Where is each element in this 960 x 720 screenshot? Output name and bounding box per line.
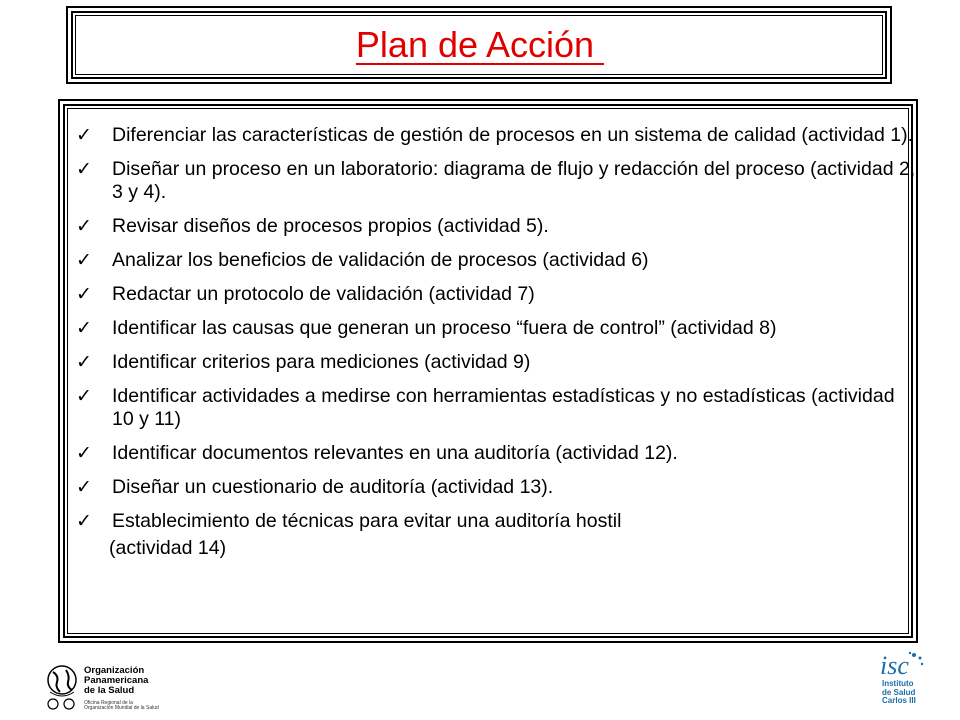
checkmark-icon: ✓ — [76, 477, 92, 498]
list-item: ✓ Identificar criterios para mediciones (actividad 9) — [76, 351, 531, 373]
paho-logo: Organización Panamericana de la Salud Oficina Regional de la Organización Mundial de la Salud — [44, 664, 174, 712]
list-item-continuation: (actividad 14) — [109, 537, 227, 559]
list-item: ✓ Revisar diseños de procesos propios (actividad 5). — [76, 215, 549, 237]
page-title: Plan de Acción — [355, 24, 605, 65]
isc-emblem-icon — [876, 650, 926, 680]
list-item: ✓ Analizar los beneficios de validación de procesos (actividad 6) — [76, 249, 649, 271]
checkmark-icon: ✓ — [76, 386, 92, 407]
isciii-logo: isc Instituto de Salud Carlos III — [876, 650, 936, 716]
checkmark-icon: ✓ — [76, 352, 92, 373]
list-item: ✓ Identificar las causas que generan un proceso “fuera de control” (actividad 8) — [76, 317, 777, 339]
list-item: ✓ Identificar actividades a medirse con herramientas estadísticas y no estadísticas (actividad 10 y 11) — [76, 385, 895, 430]
list-item: ✓ Establecimiento de técnicas para evitar una auditoría hostil — [76, 510, 622, 532]
objectives-list — [76, 124, 916, 571]
checkmark-icon: ✓ — [76, 250, 92, 271]
list-item: ✓ Diseñar un proceso en un laboratorio: diagrama de flujo y redacción del proceso (actividad 2, 3 y 4). — [76, 158, 916, 203]
svg-text:isc: isc — [880, 651, 909, 680]
checkmark-icon: ✓ — [76, 284, 92, 305]
checkmark-icon: ✓ — [76, 216, 92, 237]
globe-emblem-icon — [44, 664, 80, 710]
checkmark-icon: ✓ — [76, 159, 92, 180]
list-item: ✓ Diseñar un cuestionario de auditoría (actividad 13). — [76, 476, 554, 498]
checkmark-icon: ✓ — [76, 318, 92, 339]
list-item: ✓ Diferenciar las características de gestión de procesos en un sistema de calidad (actividad 1). — [76, 124, 913, 146]
list-item: ✓ Redactar un protocolo de validación (actividad 7) — [76, 283, 535, 305]
checkmark-icon: ✓ — [76, 443, 92, 464]
checkmark-icon: ✓ — [76, 511, 92, 532]
checkmark-icon: ✓ — [76, 125, 92, 146]
list-item: ✓ Identificar documentos relevantes en una auditoría (actividad 12). — [76, 442, 678, 464]
